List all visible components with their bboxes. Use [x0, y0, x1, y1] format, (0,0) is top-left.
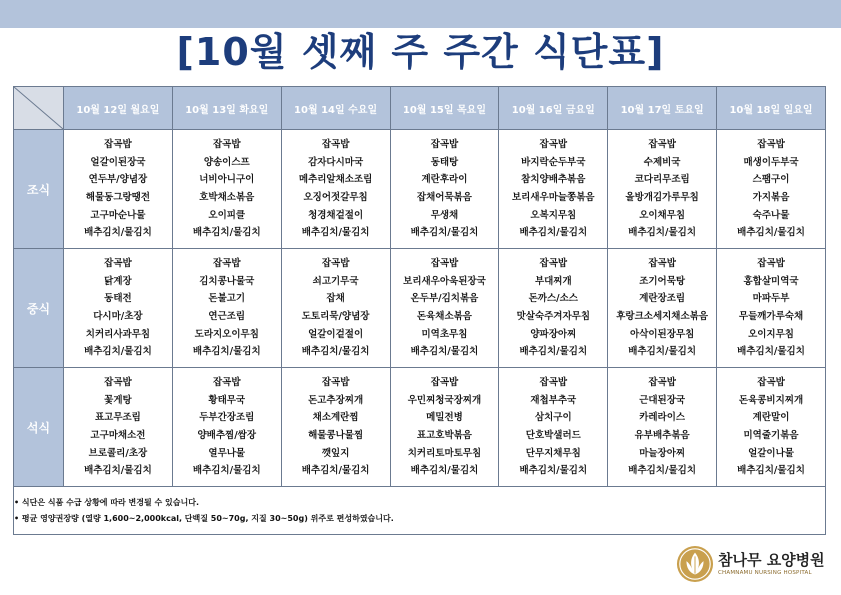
- notes-cell: [14, 487, 826, 535]
- menu-item: 조기어묵탕: [639, 275, 686, 287]
- menu-cell: [64, 249, 173, 368]
- menu-item: 수제비국: [643, 156, 681, 168]
- menu-item: 호박채소볶음: [199, 192, 255, 203]
- menu-cell: [390, 368, 499, 487]
- menu-item: 치커리사과무침: [85, 328, 151, 340]
- menu-item: 너비아니구이: [199, 174, 255, 186]
- menu-item: 바지락순두부국: [521, 156, 586, 168]
- menu-item: 계란장조림: [639, 293, 686, 305]
- menu-cell: [608, 249, 717, 368]
- menu-cell: [499, 249, 608, 368]
- menu-item: 얼갈이겉절이: [308, 328, 364, 340]
- menu-item: 아삭이된장무침: [630, 328, 695, 340]
- menu-item: 올방개김가루무침: [625, 192, 699, 203]
- menu-item: 배추김치/물김치: [301, 346, 370, 358]
- menu-item: 잡곡밥: [648, 377, 676, 389]
- menu-item: 배추김치/물김치: [410, 346, 479, 358]
- notes-row: [14, 487, 826, 535]
- menu-item: 잡곡밥: [648, 258, 676, 270]
- menu-item: 배추김치/물김치: [192, 465, 261, 477]
- menu-item: 해물콩나물찜: [308, 430, 364, 441]
- menu-item: 배추김치/물김치: [84, 346, 152, 358]
- menu-item: 맛살숙주겨자무침: [516, 311, 590, 322]
- menu-item: 재첩부추국: [530, 394, 577, 406]
- menu-item: 홍합살미역국: [743, 275, 799, 287]
- menu-item: 다시마/초장: [93, 311, 143, 322]
- menu-item: 잡곡밥: [321, 139, 350, 151]
- menu-cell: [64, 130, 173, 249]
- menu-item: 계란후라이: [421, 174, 468, 186]
- menu-item: 얼갈이된장국: [90, 156, 146, 168]
- menu-item: 배추김치/물김치: [628, 227, 696, 239]
- menu-item: 오징어젓갈무침: [303, 192, 368, 203]
- menu-item: 오복지무침: [530, 209, 577, 221]
- day-header: 10월 16일 금요일: [499, 87, 608, 130]
- menu-item: 배추김치/물김치: [192, 227, 261, 239]
- menu-item: 코다리무조림: [634, 174, 690, 186]
- menu-cell: [717, 249, 826, 368]
- menu-cell: [281, 249, 390, 368]
- menu-item: 잡곡밥: [757, 258, 785, 270]
- meal-label: 석식: [14, 368, 64, 487]
- menu-item: 배추김치/물김치: [737, 465, 805, 477]
- menu-item: 돈불고기: [208, 293, 246, 305]
- menu-item: 근대된장국: [639, 394, 686, 406]
- menu-cell: [64, 368, 173, 487]
- menu-item: 잡곡밥: [430, 377, 459, 389]
- menu-item: 고구마순나물: [90, 209, 146, 221]
- day-header: 10월 17일 토요일: [608, 87, 717, 130]
- menu-item: 배추김치/물김치: [410, 227, 479, 239]
- menu-item: 무생채: [430, 209, 459, 221]
- menu-item: 메추리알채소조림: [298, 174, 373, 186]
- menu-item: 닭계장: [104, 275, 132, 287]
- menu-item: 얼갈이나물: [748, 447, 794, 459]
- day-header-row: [14, 87, 826, 130]
- menu-item: 삼치구이: [534, 412, 572, 424]
- menu-item: 잡곡밥: [321, 377, 350, 389]
- menu-cell: [717, 368, 826, 487]
- menu-item: 김치콩나물국: [199, 275, 255, 287]
- page-title: [10월 셋째 주 주간 식단표]: [176, 30, 665, 74]
- meal-label: 중식: [14, 249, 64, 368]
- menu-item: 잡곡밥: [539, 377, 568, 389]
- menu-cell: [172, 368, 281, 487]
- menu-item: 동태전: [104, 293, 132, 305]
- menu-item: 황태무국: [208, 394, 246, 406]
- meal-row: [14, 368, 826, 487]
- menu-item: 청경채겉절이: [308, 209, 364, 221]
- corner-cell: [14, 87, 64, 130]
- note-line: • 평균 영양권장량 (열량 1,600~2,000kcal, 단백질 50~70g, 지질 30~50g) 위주로 편성하였습니다.: [14, 513, 394, 523]
- menu-item: 유부배추볶음: [634, 430, 690, 441]
- menu-item: 오이채무침: [639, 209, 686, 221]
- day-header: 10월 12일 월요일: [64, 87, 173, 130]
- hospital-name: 참나무 요양병원: [718, 551, 825, 569]
- menu-item: 잡곡밥: [648, 139, 676, 151]
- menu-item: 잡곡밥: [757, 139, 785, 151]
- menu-cell: [281, 368, 390, 487]
- menu-item: 배추김치/물김치: [628, 465, 696, 477]
- menu-item: 잡곡밥: [213, 139, 241, 151]
- menu-item: 마늘장아찌: [639, 447, 686, 459]
- menu-item: 보리새우아욱된장국: [403, 275, 486, 287]
- menu-item: 잡곡밥: [104, 377, 132, 389]
- menu-cell: [608, 368, 717, 487]
- leaf-emblem-icon: [676, 545, 714, 583]
- menu-item: 배추김치/물김치: [192, 346, 261, 358]
- menu-item: 두부간장조림: [199, 412, 255, 424]
- menu-item: 카레라이스: [639, 412, 686, 424]
- menu-cell: [172, 130, 281, 249]
- note-line: • 식단은 식품 수급 상황에 따라 변경될 수 있습니다.: [14, 497, 199, 507]
- menu-item: 온두부/김치볶음: [410, 293, 479, 305]
- menu-item: 배추김치/물김치: [628, 346, 696, 358]
- menu-item: 배추김치/물김치: [519, 346, 588, 358]
- menu-item: 보리새우마늘쫑볶음: [512, 192, 595, 203]
- menu-cell: [608, 130, 717, 249]
- weekly-menu-table: [13, 86, 826, 535]
- menu-cell: [717, 130, 826, 249]
- menu-item: 동태탕: [430, 156, 459, 168]
- menu-cell: [390, 130, 499, 249]
- menu-item: 오이피클: [208, 209, 246, 221]
- menu-item: 무들깨가루숙채: [738, 311, 804, 322]
- menu-item: 계란말이: [752, 412, 790, 424]
- menu-item: 도라지오이무침: [194, 328, 259, 340]
- menu-item: 잡곡밥: [539, 139, 568, 151]
- menu-item: 메밀전병: [426, 412, 463, 424]
- menu-item: 양배추찜/쌈장: [197, 430, 257, 441]
- menu-item: 잡채: [326, 293, 345, 305]
- menu-cell: [172, 249, 281, 368]
- menu-item: 잡곡밥: [213, 377, 241, 389]
- menu-item: 연두부/양념장: [88, 174, 148, 186]
- menu-item: 배추김치/물김치: [519, 465, 588, 477]
- menu-item: 배추김치/물김치: [737, 346, 805, 358]
- menu-item: 잡곡밥: [430, 139, 459, 151]
- menu-item: 배추김치/물김치: [301, 465, 370, 477]
- menu-item: 배추김치/물김치: [519, 227, 588, 239]
- menu-item: 단무지채무침: [525, 447, 581, 459]
- menu-item: 부대찌개: [534, 275, 572, 287]
- diagonal-divider: [14, 87, 63, 129]
- day-header: 10월 15일 목요일: [390, 87, 499, 130]
- menu-item: 돈까스/소스: [528, 293, 578, 305]
- hospital-logo: [676, 544, 836, 586]
- menu-item: 깻잎지: [321, 447, 350, 459]
- menu-item: 배추김치/물김치: [84, 227, 152, 239]
- menu-item: 잡곡밥: [430, 258, 459, 270]
- menu-item: 단호박샐러드: [525, 430, 581, 441]
- menu-item: 채소계란찜: [312, 412, 359, 424]
- menu-item: 미역줄기볶음: [743, 430, 799, 441]
- menu-item: 돈육채소볶음: [416, 311, 472, 322]
- meal-row: [14, 130, 826, 249]
- menu-item: 표고호박볶음: [416, 430, 472, 441]
- day-header: 10월 13일 화요일: [172, 87, 281, 130]
- menu-item: 배추김치/물김치: [301, 227, 370, 239]
- menu-item: 숙주나물: [752, 209, 790, 221]
- hospital-name-english: CHAMNAMU NURSING HOSPITAL: [718, 570, 812, 576]
- menu-item: 표고무조림: [94, 412, 141, 424]
- menu-cell: [390, 249, 499, 368]
- day-header: 10월 18일 일요일: [717, 87, 826, 130]
- menu-item: 연근조림: [208, 311, 246, 322]
- menu-item: 배추김치/물김치: [410, 465, 479, 477]
- menu-item: 열무나물: [208, 447, 246, 459]
- menu-item: 치커리토마토무침: [407, 447, 482, 459]
- menu-cell: [499, 130, 608, 249]
- menu-item: 돈고추장찌개: [308, 394, 364, 406]
- menu-item: 매생이두부국: [743, 156, 799, 168]
- menu-item: 감자다시마국: [308, 156, 364, 168]
- menu-item: 가지볶음: [752, 192, 790, 203]
- menu-item: 우민찌청국장찌개: [407, 394, 482, 406]
- menu-item: 오이지무침: [748, 328, 794, 340]
- top-color-band: [0, 0, 841, 28]
- menu-cell: [499, 368, 608, 487]
- menu-item: 잡곡밥: [321, 258, 350, 270]
- day-header: 10월 14일 수요일: [281, 87, 390, 130]
- menu-item: 배추김치/물김치: [84, 465, 152, 477]
- meal-row: [14, 249, 826, 368]
- menu-item: 양파장아찌: [530, 328, 577, 340]
- menu-item: 양송이스프: [203, 156, 250, 168]
- menu-item: 꽃게탕: [104, 394, 132, 406]
- menu-item: 돈육콩비지찌개: [738, 394, 804, 406]
- menu-item: 잡곡밥: [757, 377, 785, 389]
- menu-item: 브로콜리/초장: [88, 447, 148, 459]
- menu-item: 도토리묵/양념장: [301, 311, 370, 322]
- menu-item: 잡채어묵볶음: [416, 192, 472, 203]
- menu-item: 잡곡밥: [213, 258, 241, 270]
- menu-cell: [281, 130, 390, 249]
- menu-item: 후랑크소세지채소볶음: [616, 311, 709, 322]
- menu-item: 쇠고기무국: [312, 275, 359, 287]
- menu-item: 잡곡밥: [539, 258, 568, 270]
- menu-item: 잡곡밥: [104, 258, 132, 270]
- menu-item: 스팸구이: [752, 174, 790, 186]
- menu-item: 해물동그랑땡전: [85, 192, 151, 203]
- meal-label: 조식: [14, 130, 64, 249]
- menu-item: 고구마채소전: [90, 430, 146, 441]
- menu-item: 마파두부: [752, 293, 790, 305]
- menu-item: 배추김치/물김치: [737, 227, 805, 239]
- menu-item: 잡곡밥: [104, 139, 132, 151]
- menu-item: 참치양배추볶음: [521, 174, 586, 186]
- menu-item: 미역초무침: [421, 328, 468, 340]
